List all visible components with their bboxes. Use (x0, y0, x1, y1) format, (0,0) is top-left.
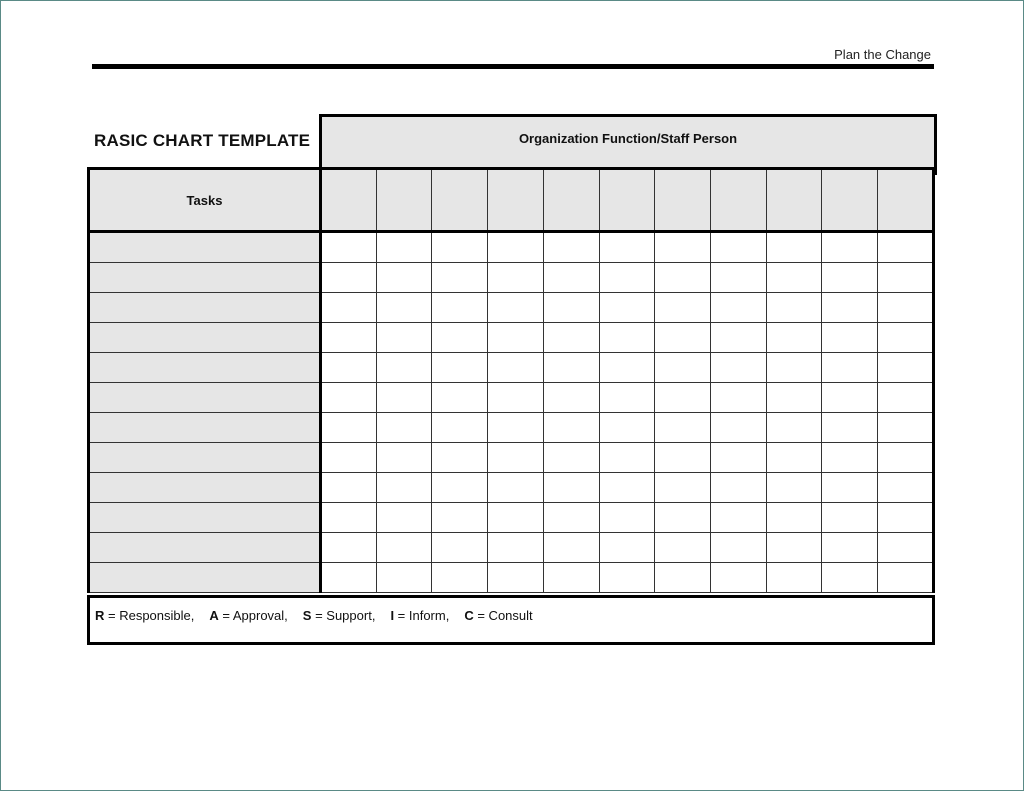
role-cell[interactable] (543, 293, 599, 323)
role-cell[interactable] (432, 293, 488, 323)
role-cell[interactable] (543, 533, 599, 563)
task-cell[interactable] (89, 383, 321, 413)
table-row (89, 323, 934, 353)
role-cell[interactable] (599, 383, 655, 413)
role-cell[interactable] (711, 263, 767, 293)
role-cell[interactable] (321, 293, 377, 323)
role-cell[interactable] (432, 263, 488, 293)
role-cell[interactable] (376, 563, 432, 593)
role-header-cell[interactable] (488, 169, 544, 232)
table-row (89, 563, 934, 593)
table-row (89, 503, 934, 533)
role-cell[interactable] (488, 293, 544, 323)
role-cell[interactable] (321, 533, 377, 563)
role-cell[interactable] (321, 323, 377, 353)
role-cell[interactable] (711, 473, 767, 503)
role-cell[interactable] (655, 232, 711, 263)
role-cell[interactable] (711, 293, 767, 323)
role-cell[interactable] (543, 323, 599, 353)
role-cell[interactable] (711, 323, 767, 353)
role-cell[interactable] (711, 533, 767, 563)
role-cell[interactable] (599, 353, 655, 383)
table-row (89, 413, 934, 443)
table-row (89, 293, 934, 323)
document-title: RASIC CHART TEMPLATE (94, 131, 311, 150)
role-cell[interactable] (878, 323, 934, 353)
role-cell[interactable] (655, 533, 711, 563)
role-cell[interactable] (766, 383, 822, 413)
tasks-header: Tasks (89, 169, 321, 232)
role-cell[interactable] (766, 503, 822, 533)
role-cell[interactable] (599, 413, 655, 443)
legend-item-c: C = Consult (464, 607, 533, 623)
role-cell[interactable] (599, 443, 655, 473)
role-cell[interactable] (822, 473, 878, 503)
role-header-cell[interactable] (766, 169, 822, 232)
role-cell[interactable] (432, 563, 488, 593)
role-cell[interactable] (432, 232, 488, 263)
role-cell[interactable] (878, 563, 934, 593)
role-header-cell[interactable] (878, 169, 934, 232)
role-cell[interactable] (321, 383, 377, 413)
role-cell[interactable] (376, 413, 432, 443)
role-cell[interactable] (711, 383, 767, 413)
role-cell[interactable] (878, 503, 934, 533)
role-cell[interactable] (711, 353, 767, 383)
role-cell[interactable] (766, 263, 822, 293)
role-cell[interactable] (599, 473, 655, 503)
role-cell[interactable] (599, 232, 655, 263)
role-cell[interactable] (655, 503, 711, 533)
legend-item-s: S = Support, (302, 607, 376, 623)
task-cell[interactable] (89, 232, 321, 263)
role-cell[interactable] (878, 353, 934, 383)
role-cell[interactable] (599, 503, 655, 533)
role-cell[interactable] (488, 533, 544, 563)
rasic-table (87, 167, 935, 593)
role-cell[interactable] (488, 263, 544, 293)
role-cell[interactable] (822, 383, 878, 413)
role-cell[interactable] (376, 383, 432, 413)
role-header-cell[interactable] (711, 169, 767, 232)
role-cell[interactable] (766, 413, 822, 443)
role-cell[interactable] (488, 473, 544, 503)
header-label: Plan the Change (834, 47, 931, 62)
role-cell[interactable] (543, 503, 599, 533)
table-row (89, 232, 934, 263)
table-row (89, 353, 934, 383)
role-cell[interactable] (599, 293, 655, 323)
role-cell[interactable] (376, 353, 432, 383)
role-cell[interactable] (543, 473, 599, 503)
role-cell[interactable] (599, 323, 655, 353)
role-cell[interactable] (878, 533, 934, 563)
legend-item-r: R = Responsible, (95, 607, 195, 623)
role-cell[interactable] (543, 232, 599, 263)
role-cell[interactable] (655, 473, 711, 503)
role-cell[interactable] (822, 413, 878, 443)
role-cell[interactable] (655, 263, 711, 293)
role-header-cell[interactable] (432, 169, 488, 232)
role-header-cell[interactable] (599, 169, 655, 232)
role-cell[interactable] (321, 563, 377, 593)
role-cell[interactable] (711, 232, 767, 263)
role-header-cell[interactable] (655, 169, 711, 232)
task-cell[interactable] (89, 293, 321, 323)
task-cell[interactable] (89, 413, 321, 443)
role-cell[interactable] (432, 473, 488, 503)
role-cell[interactable] (599, 533, 655, 563)
role-cell[interactable] (321, 503, 377, 533)
role-cell[interactable] (488, 353, 544, 383)
role-cell[interactable] (432, 413, 488, 443)
legend (87, 595, 935, 645)
table-header-row (89, 169, 934, 232)
role-cell[interactable] (432, 503, 488, 533)
role-cell[interactable] (376, 533, 432, 563)
role-cell[interactable] (878, 263, 934, 293)
role-cell[interactable] (766, 533, 822, 563)
role-cell[interactable] (543, 263, 599, 293)
role-cell[interactable] (376, 232, 432, 263)
role-cell[interactable] (766, 293, 822, 323)
role-cell[interactable] (432, 383, 488, 413)
role-cell[interactable] (822, 353, 878, 383)
role-cell[interactable] (488, 413, 544, 443)
role-cell[interactable] (543, 443, 599, 473)
role-cell[interactable] (599, 263, 655, 293)
role-cell[interactable] (878, 232, 934, 263)
role-cell[interactable] (655, 413, 711, 443)
role-cell[interactable] (488, 383, 544, 413)
role-cell[interactable] (878, 293, 934, 323)
role-cell[interactable] (822, 232, 878, 263)
role-cell[interactable] (711, 503, 767, 533)
role-cell[interactable] (655, 383, 711, 413)
role-cell[interactable] (488, 323, 544, 353)
role-cell[interactable] (321, 353, 377, 383)
role-cell[interactable] (376, 323, 432, 353)
role-header-cell[interactable] (822, 169, 878, 232)
role-cell[interactable] (878, 443, 934, 473)
role-cell[interactable] (822, 533, 878, 563)
task-cell[interactable] (89, 473, 321, 503)
role-cell[interactable] (321, 473, 377, 503)
role-header-cell[interactable] (321, 169, 377, 232)
role-cell[interactable] (376, 293, 432, 323)
organization-function-label: Organization Function/Staff Person (518, 130, 738, 146)
role-cell[interactable] (822, 443, 878, 473)
role-cell[interactable] (655, 323, 711, 353)
role-cell[interactable] (321, 413, 377, 443)
role-cell[interactable] (432, 443, 488, 473)
role-cell[interactable] (711, 563, 767, 593)
role-cell[interactable] (766, 353, 822, 383)
role-cell[interactable] (376, 263, 432, 293)
role-header-cell[interactable] (543, 169, 599, 232)
role-cell[interactable] (376, 503, 432, 533)
header-rule (92, 64, 934, 69)
role-cell[interactable] (655, 293, 711, 323)
role-cell[interactable] (822, 503, 878, 533)
role-cell[interactable] (376, 443, 432, 473)
table-row (89, 473, 934, 503)
task-cell[interactable] (89, 353, 321, 383)
role-cell[interactable] (766, 563, 822, 593)
role-cell[interactable] (822, 323, 878, 353)
table-row (89, 533, 934, 563)
role-cell[interactable] (655, 563, 711, 593)
role-cell[interactable] (766, 323, 822, 353)
task-cell[interactable] (89, 533, 321, 563)
role-cell[interactable] (432, 533, 488, 563)
task-cell[interactable] (89, 263, 321, 293)
table-row (89, 443, 934, 473)
role-cell[interactable] (432, 323, 488, 353)
role-cell[interactable] (543, 383, 599, 413)
task-cell[interactable] (89, 443, 321, 473)
role-cell[interactable] (599, 563, 655, 593)
legend-item-a: A = Approval, (209, 607, 288, 623)
role-cell[interactable] (321, 263, 377, 293)
role-cell[interactable] (543, 563, 599, 593)
task-cell[interactable] (89, 503, 321, 533)
role-cell[interactable] (766, 232, 822, 263)
role-cell[interactable] (822, 563, 878, 593)
role-cell[interactable] (766, 473, 822, 503)
role-cell[interactable] (878, 413, 934, 443)
role-cell[interactable] (711, 443, 767, 473)
role-cell[interactable] (488, 443, 544, 473)
role-cell[interactable] (376, 473, 432, 503)
legend-item-i: I = Inform, (390, 607, 450, 623)
role-cell[interactable] (822, 263, 878, 293)
role-cell[interactable] (711, 413, 767, 443)
role-cell[interactable] (321, 232, 377, 263)
role-cell[interactable] (878, 383, 934, 413)
organization-function-header (319, 114, 937, 175)
role-cell[interactable] (432, 353, 488, 383)
table-row (89, 383, 934, 413)
table-row (89, 263, 934, 293)
role-cell[interactable] (655, 443, 711, 473)
role-cell[interactable] (488, 232, 544, 263)
role-cell[interactable] (543, 353, 599, 383)
role-cell[interactable] (766, 443, 822, 473)
role-cell[interactable] (822, 293, 878, 323)
role-header-cell[interactable] (376, 169, 432, 232)
role-cell[interactable] (878, 473, 934, 503)
role-cell[interactable] (488, 563, 544, 593)
task-cell[interactable] (89, 323, 321, 353)
task-cell[interactable] (89, 563, 321, 593)
role-cell[interactable] (655, 353, 711, 383)
role-cell[interactable] (543, 413, 599, 443)
role-cell[interactable] (321, 443, 377, 473)
role-cell[interactable] (488, 503, 544, 533)
